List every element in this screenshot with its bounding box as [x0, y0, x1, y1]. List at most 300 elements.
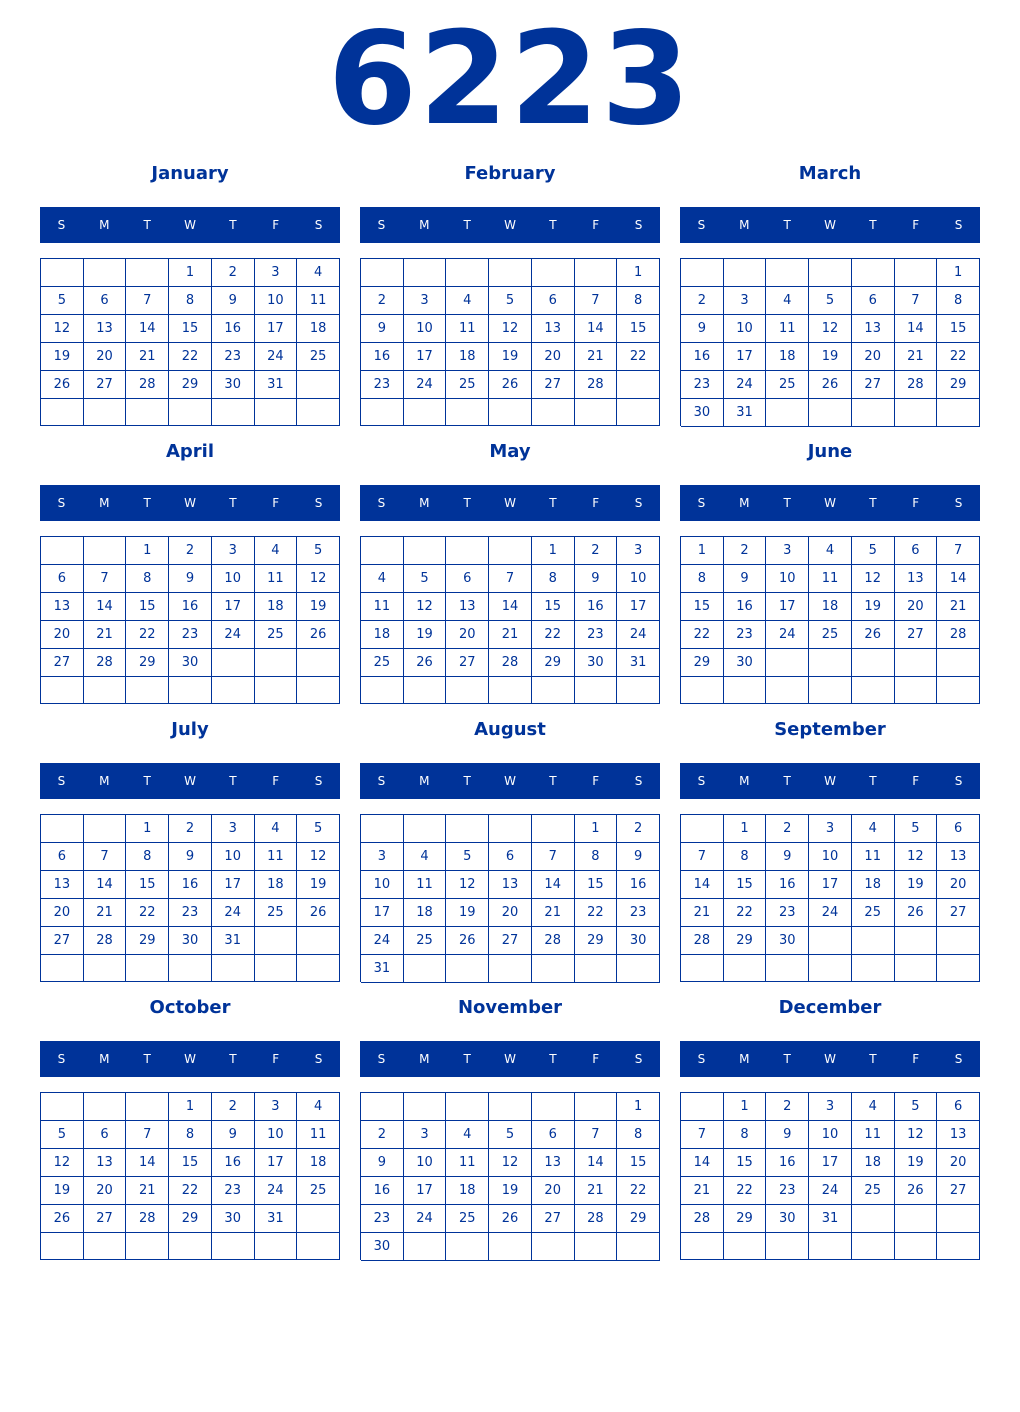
day-cell: 17 [212, 593, 255, 621]
weekday-label: T [869, 1052, 877, 1066]
day-cell: 4 [404, 843, 447, 871]
empty-day-cell [937, 955, 980, 982]
day-cell: 27 [84, 371, 127, 399]
empty-day-cell [489, 259, 532, 287]
day-cell: 27 [41, 649, 84, 677]
empty-day-cell [937, 1205, 980, 1233]
day-cell: 24 [809, 899, 852, 927]
month-name: February [464, 163, 556, 184]
day-cell: 9 [617, 843, 660, 871]
day-cell: 5 [297, 815, 340, 843]
weekday-label: S [377, 496, 386, 510]
empty-day-cell [617, 371, 660, 399]
weekday-label: S [57, 1052, 66, 1066]
day-cell: 11 [766, 315, 809, 343]
day-cell: 20 [532, 1177, 575, 1205]
weekday-label: S [377, 1052, 386, 1066]
day-cell: 1 [724, 1093, 767, 1121]
empty-day-cell [681, 677, 724, 704]
empty-day-cell [404, 1233, 447, 1261]
empty-day-cell [169, 955, 212, 982]
day-cell: 5 [404, 565, 447, 593]
weekday-label: T [549, 1052, 557, 1066]
empty-day-cell [766, 955, 809, 982]
empty-day-cell [41, 677, 84, 704]
day-cell: 23 [617, 899, 660, 927]
day-cell: 29 [724, 1205, 767, 1233]
day-cell: 14 [575, 315, 618, 343]
empty-day-cell [766, 259, 809, 287]
day-cell: 11 [404, 871, 447, 899]
weekday-label: F [272, 218, 280, 232]
empty-day-cell [766, 649, 809, 677]
day-grid [680, 814, 980, 982]
day-cell: 28 [895, 371, 938, 399]
empty-day-cell [895, 1205, 938, 1233]
day-cell: 24 [766, 621, 809, 649]
day-cell: 25 [809, 621, 852, 649]
day-cell: 12 [852, 565, 895, 593]
empty-day-cell [895, 927, 938, 955]
empty-day-cell [446, 815, 489, 843]
empty-day-cell [532, 259, 575, 287]
empty-day-cell [446, 399, 489, 426]
weekday-label: W [504, 496, 516, 510]
day-cell: 15 [617, 1149, 660, 1177]
day-cell: 24 [361, 927, 404, 955]
weekday-label: M [419, 1052, 430, 1066]
day-cell: 15 [681, 593, 724, 621]
day-cell: 28 [575, 371, 618, 399]
day-cell: 2 [681, 287, 724, 315]
day-grid [680, 1092, 980, 1260]
day-cell: 2 [169, 815, 212, 843]
day-cell: 29 [575, 927, 618, 955]
day-cell: 18 [255, 593, 298, 621]
empty-day-cell [724, 1233, 767, 1260]
day-cell: 30 [212, 371, 255, 399]
day-cell: 19 [809, 343, 852, 371]
empty-day-cell [255, 955, 298, 982]
day-cell: 4 [852, 815, 895, 843]
day-cell: 30 [617, 927, 660, 955]
empty-day-cell [126, 677, 169, 704]
day-grid [40, 536, 340, 704]
day-cell: 16 [361, 1177, 404, 1205]
weekday-label: S [314, 1052, 323, 1066]
day-cell: 12 [809, 315, 852, 343]
day-cell: 3 [255, 259, 298, 287]
day-cell: 23 [212, 1177, 255, 1205]
weekday-label: T [143, 1052, 151, 1066]
day-cell: 3 [766, 537, 809, 565]
empty-day-cell [852, 399, 895, 427]
day-cell: 11 [297, 287, 340, 315]
month-name: March [798, 163, 862, 184]
day-cell: 28 [84, 649, 127, 677]
day-cell: 14 [532, 871, 575, 899]
day-cell: 21 [681, 899, 724, 927]
day-cell: 26 [404, 649, 447, 677]
day-cell: 21 [84, 621, 127, 649]
empty-day-cell [297, 399, 340, 426]
weekday-label: F [912, 218, 920, 232]
month-name: January [151, 163, 229, 184]
day-cell: 12 [404, 593, 447, 621]
weekday-header [40, 485, 340, 521]
day-cell: 28 [126, 371, 169, 399]
empty-day-cell [41, 1093, 84, 1121]
day-cell: 17 [404, 343, 447, 371]
weekday-label: S [954, 218, 963, 232]
day-cell: 9 [169, 565, 212, 593]
empty-day-cell [84, 677, 127, 704]
day-cell: 17 [212, 871, 255, 899]
day-cell: 28 [126, 1205, 169, 1233]
day-cell: 12 [895, 843, 938, 871]
empty-day-cell [852, 1205, 895, 1233]
day-cell: 23 [169, 899, 212, 927]
day-cell: 17 [724, 343, 767, 371]
day-cell: 19 [895, 871, 938, 899]
day-cell: 11 [446, 315, 489, 343]
empty-day-cell [446, 1093, 489, 1121]
empty-day-cell [489, 537, 532, 565]
empty-day-cell [895, 1233, 938, 1260]
day-cell: 13 [41, 871, 84, 899]
empty-day-cell [532, 1233, 575, 1261]
empty-day-cell [126, 399, 169, 426]
month-name: June [807, 441, 853, 462]
day-cell: 20 [41, 621, 84, 649]
weekday-label: T [549, 496, 557, 510]
day-cell: 17 [255, 315, 298, 343]
empty-day-cell [297, 649, 340, 677]
day-cell: 24 [212, 621, 255, 649]
day-cell: 12 [489, 1149, 532, 1177]
day-cell: 26 [446, 927, 489, 955]
day-cell: 27 [532, 1205, 575, 1233]
day-cell: 18 [446, 343, 489, 371]
day-cell: 9 [212, 1121, 255, 1149]
empty-day-cell [575, 955, 618, 983]
day-cell: 7 [681, 1121, 724, 1149]
day-cell: 9 [361, 1149, 404, 1177]
day-cell: 12 [41, 1149, 84, 1177]
empty-day-cell [297, 1233, 340, 1260]
day-cell: 22 [724, 899, 767, 927]
day-cell: 22 [575, 899, 618, 927]
empty-day-cell [895, 649, 938, 677]
day-cell: 7 [681, 843, 724, 871]
empty-day-cell [575, 677, 618, 704]
day-cell: 20 [41, 899, 84, 927]
day-cell: 27 [937, 1177, 980, 1205]
weekday-label: W [184, 218, 196, 232]
empty-day-cell [446, 259, 489, 287]
empty-day-cell [617, 955, 660, 983]
day-cell: 26 [852, 621, 895, 649]
day-cell: 18 [852, 1149, 895, 1177]
day-cell: 21 [575, 343, 618, 371]
weekday-header [680, 207, 980, 243]
day-cell: 13 [84, 315, 127, 343]
weekday-label: T [869, 496, 877, 510]
day-cell: 11 [809, 565, 852, 593]
day-cell: 27 [41, 927, 84, 955]
empty-day-cell [724, 259, 767, 287]
weekday-label: W [184, 1052, 196, 1066]
day-cell: 14 [575, 1149, 618, 1177]
empty-day-cell [361, 259, 404, 287]
day-cell: 20 [937, 1149, 980, 1177]
day-cell: 19 [489, 343, 532, 371]
empty-day-cell [937, 649, 980, 677]
day-cell: 19 [895, 1149, 938, 1177]
day-cell: 17 [809, 1149, 852, 1177]
day-cell: 14 [126, 1149, 169, 1177]
empty-day-cell [255, 677, 298, 704]
empty-day-cell [489, 677, 532, 704]
day-cell: 21 [937, 593, 980, 621]
empty-day-cell [809, 649, 852, 677]
day-cell: 1 [575, 815, 618, 843]
day-cell: 18 [297, 315, 340, 343]
day-cell: 1 [681, 537, 724, 565]
day-cell: 23 [361, 371, 404, 399]
empty-day-cell [809, 677, 852, 704]
day-cell: 13 [532, 1149, 575, 1177]
day-cell: 2 [361, 1121, 404, 1149]
day-cell: 31 [212, 927, 255, 955]
weekday-header [680, 485, 980, 521]
day-cell: 19 [297, 871, 340, 899]
empty-day-cell [446, 1233, 489, 1261]
empty-day-cell [809, 955, 852, 982]
empty-day-cell [852, 1233, 895, 1260]
empty-day-cell [895, 399, 938, 427]
day-cell: 27 [895, 621, 938, 649]
day-cell: 19 [852, 593, 895, 621]
day-cell: 25 [446, 371, 489, 399]
day-cell: 5 [895, 1093, 938, 1121]
empty-day-cell [404, 815, 447, 843]
day-cell: 3 [809, 1093, 852, 1121]
weekday-label: S [634, 774, 643, 788]
day-cell: 24 [809, 1177, 852, 1205]
weekday-label: M [739, 774, 750, 788]
weekday-label: F [272, 1052, 280, 1066]
day-cell: 5 [895, 815, 938, 843]
day-cell: 7 [937, 537, 980, 565]
weekday-header [360, 1041, 660, 1077]
weekday-label: W [824, 218, 836, 232]
day-cell: 25 [404, 927, 447, 955]
day-cell: 6 [446, 565, 489, 593]
day-cell: 4 [255, 537, 298, 565]
day-cell: 18 [446, 1177, 489, 1205]
day-cell: 28 [937, 621, 980, 649]
weekday-label: M [99, 218, 110, 232]
day-cell: 3 [617, 537, 660, 565]
empty-day-cell [809, 1233, 852, 1260]
day-cell: 4 [297, 1093, 340, 1121]
day-cell: 3 [809, 815, 852, 843]
weekday-header [360, 207, 660, 243]
weekday-label: M [419, 774, 430, 788]
day-cell: 14 [84, 593, 127, 621]
day-cell: 24 [255, 343, 298, 371]
day-cell: 30 [724, 649, 767, 677]
day-cell: 16 [169, 871, 212, 899]
day-cell: 30 [766, 927, 809, 955]
day-grid [360, 536, 660, 704]
day-cell: 14 [84, 871, 127, 899]
day-cell: 11 [297, 1121, 340, 1149]
day-cell: 21 [681, 1177, 724, 1205]
empty-day-cell [212, 399, 255, 426]
day-cell: 1 [617, 1093, 660, 1121]
weekday-label: F [592, 496, 600, 510]
weekday-label: S [954, 1052, 963, 1066]
day-cell: 23 [361, 1205, 404, 1233]
day-cell: 7 [126, 1121, 169, 1149]
day-cell: 17 [361, 899, 404, 927]
weekday-label: T [783, 218, 791, 232]
day-cell: 14 [681, 871, 724, 899]
day-cell: 7 [895, 287, 938, 315]
weekday-label: T [783, 774, 791, 788]
day-cell: 15 [724, 871, 767, 899]
empty-day-cell [297, 677, 340, 704]
day-cell: 20 [895, 593, 938, 621]
day-cell: 30 [766, 1205, 809, 1233]
empty-day-cell [255, 649, 298, 677]
day-cell: 13 [937, 843, 980, 871]
empty-day-cell [126, 259, 169, 287]
empty-day-cell [617, 1233, 660, 1261]
day-cell: 6 [41, 565, 84, 593]
day-cell: 7 [575, 287, 618, 315]
empty-day-cell [852, 955, 895, 982]
day-cell: 16 [575, 593, 618, 621]
month-name: October [149, 997, 231, 1018]
empty-day-cell [84, 259, 127, 287]
day-cell: 6 [41, 843, 84, 871]
day-cell: 22 [937, 343, 980, 371]
month-name: May [489, 441, 531, 462]
day-cell: 6 [937, 815, 980, 843]
empty-day-cell [41, 399, 84, 426]
weekday-label: T [229, 496, 237, 510]
day-cell: 6 [532, 1121, 575, 1149]
day-cell: 23 [766, 1177, 809, 1205]
empty-day-cell [489, 1093, 532, 1121]
day-cell: 18 [361, 621, 404, 649]
day-cell: 17 [255, 1149, 298, 1177]
weekday-label: S [377, 774, 386, 788]
day-cell: 26 [297, 899, 340, 927]
day-cell: 26 [895, 899, 938, 927]
weekday-label: M [419, 496, 430, 510]
empty-day-cell [681, 955, 724, 982]
weekday-label: T [463, 496, 471, 510]
day-cell: 26 [489, 371, 532, 399]
empty-day-cell [41, 1233, 84, 1260]
empty-day-cell [297, 1205, 340, 1233]
day-cell: 29 [532, 649, 575, 677]
day-cell: 10 [255, 287, 298, 315]
empty-day-cell [895, 955, 938, 982]
empty-day-cell [446, 677, 489, 704]
day-cell: 27 [532, 371, 575, 399]
day-cell: 21 [489, 621, 532, 649]
day-cell: 28 [489, 649, 532, 677]
day-cell: 15 [169, 315, 212, 343]
day-cell: 5 [446, 843, 489, 871]
weekday-label: W [824, 774, 836, 788]
day-cell: 13 [937, 1121, 980, 1149]
weekday-label: M [99, 774, 110, 788]
day-cell: 8 [575, 843, 618, 871]
day-grid [360, 258, 660, 426]
day-cell: 21 [84, 899, 127, 927]
day-cell: 17 [404, 1177, 447, 1205]
day-cell: 21 [575, 1177, 618, 1205]
day-cell: 29 [724, 927, 767, 955]
day-cell: 22 [724, 1177, 767, 1205]
empty-day-cell [681, 1233, 724, 1260]
weekday-label: T [869, 774, 877, 788]
day-cell: 21 [532, 899, 575, 927]
empty-day-cell [361, 677, 404, 704]
empty-day-cell [809, 927, 852, 955]
day-cell: 5 [41, 1121, 84, 1149]
day-cell: 28 [575, 1205, 618, 1233]
empty-day-cell [489, 815, 532, 843]
day-cell: 2 [724, 537, 767, 565]
empty-day-cell [766, 399, 809, 427]
day-cell: 21 [895, 343, 938, 371]
empty-day-cell [404, 955, 447, 983]
weekday-label: T [229, 1052, 237, 1066]
day-cell: 3 [404, 1121, 447, 1149]
day-cell: 15 [575, 871, 618, 899]
month-name: July [171, 719, 209, 740]
weekday-label: S [377, 218, 386, 232]
day-cell: 5 [41, 287, 84, 315]
empty-day-cell [84, 537, 127, 565]
weekday-label: S [57, 774, 66, 788]
day-cell: 10 [809, 1121, 852, 1149]
day-cell: 22 [169, 1177, 212, 1205]
day-cell: 4 [766, 287, 809, 315]
weekday-label: M [739, 1052, 750, 1066]
weekday-label: S [634, 218, 643, 232]
weekday-label: S [634, 496, 643, 510]
day-cell: 18 [404, 899, 447, 927]
empty-day-cell [404, 259, 447, 287]
day-cell: 11 [852, 843, 895, 871]
day-cell: 30 [575, 649, 618, 677]
day-cell: 15 [126, 871, 169, 899]
day-cell: 12 [489, 315, 532, 343]
day-cell: 31 [809, 1205, 852, 1233]
weekday-label: W [504, 218, 516, 232]
day-cell: 27 [852, 371, 895, 399]
day-cell: 4 [809, 537, 852, 565]
empty-day-cell [575, 399, 618, 426]
